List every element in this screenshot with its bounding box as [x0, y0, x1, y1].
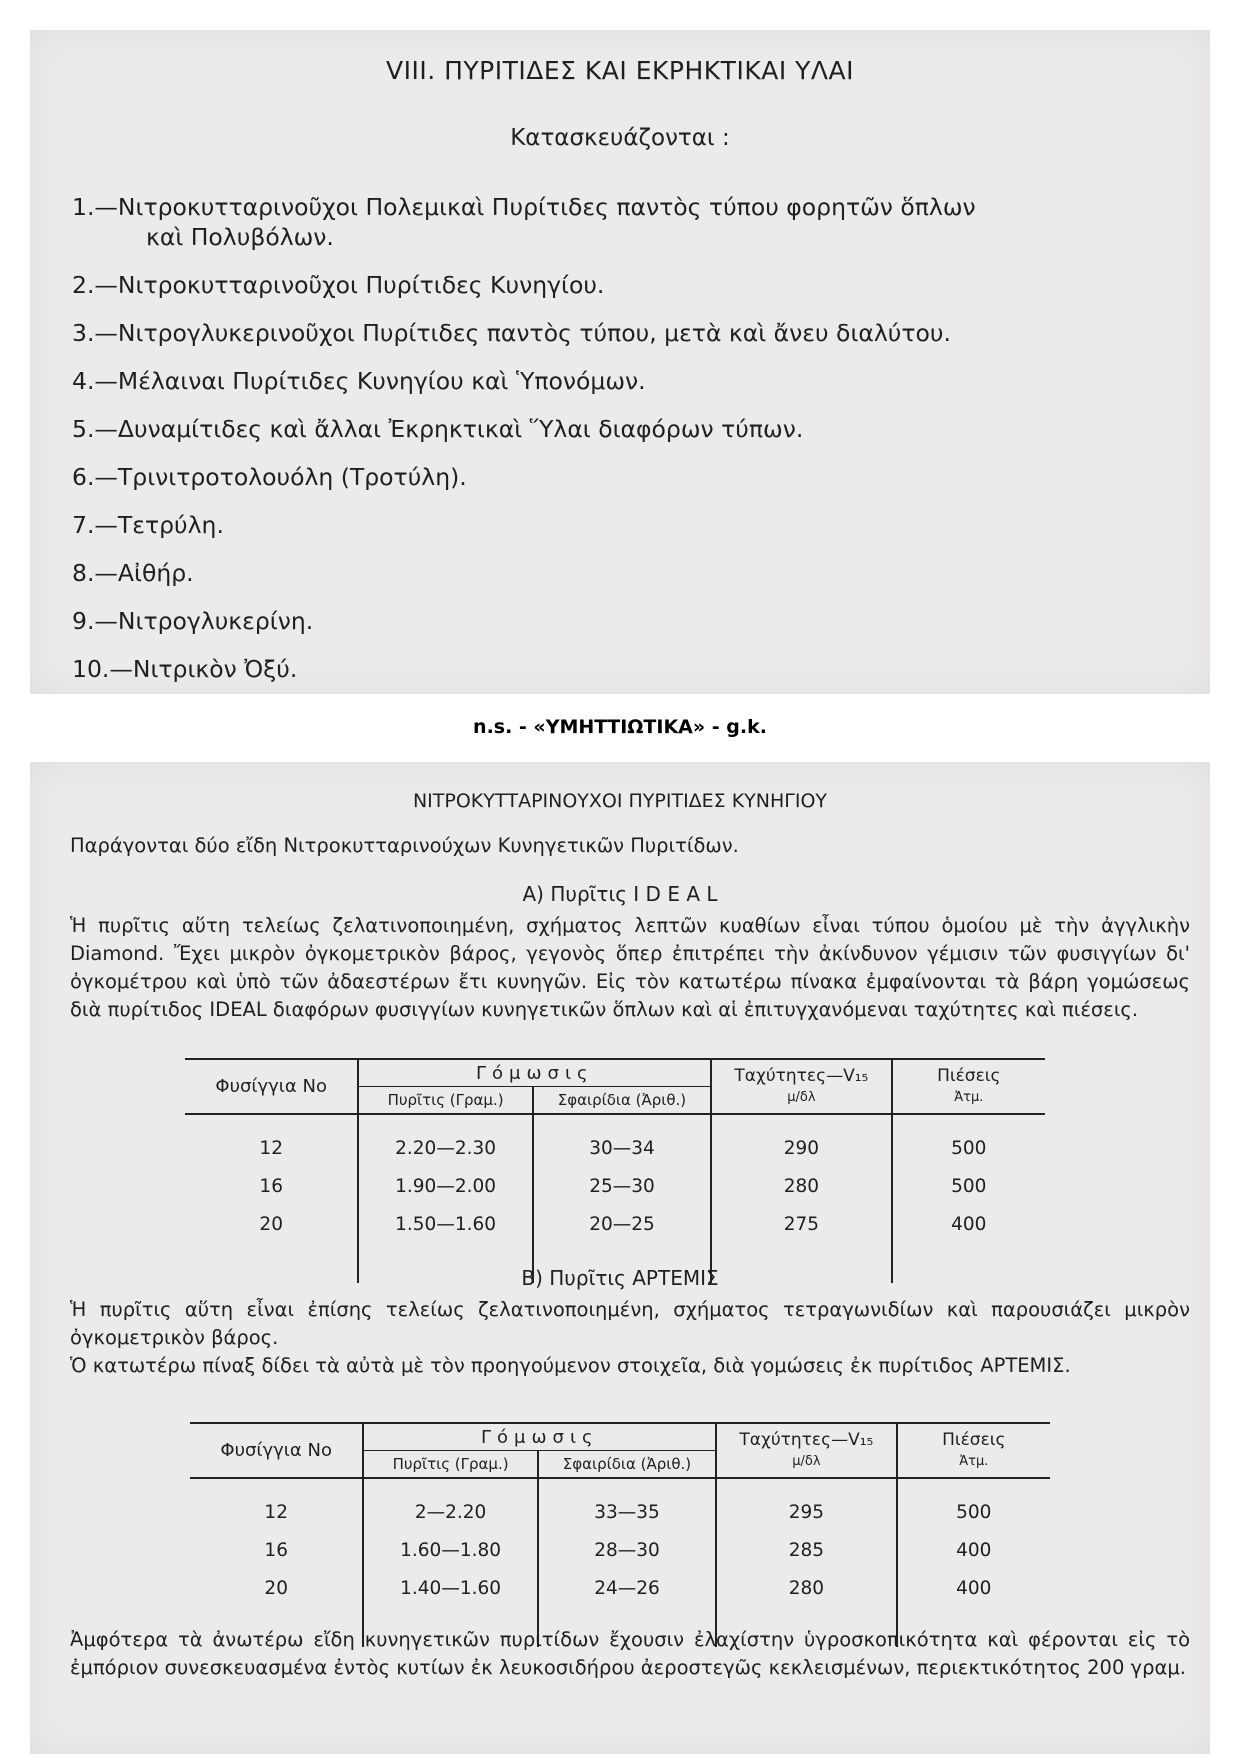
list-item: 8.—Αἰθήρ.	[72, 559, 194, 587]
section-b-title: Β) Πυρῖτις ΑΡΤΕΜΙΣ	[521, 1266, 719, 1290]
page-subtitle: Κατασκευάζονται :	[510, 125, 730, 151]
list-item: 1.—Νιτροκυτταρινοῦχοι Πολεμικαὶ Πυρίτιδες παντὸς τύπου φορητῶν ὅπλων	[72, 193, 976, 221]
artemis-table	[190, 1422, 1050, 1647]
table-row: 16 1.90—2.00 25—30 280 500	[185, 1167, 1045, 1205]
products-list	[72, 170, 1192, 684]
table-row: 16 1.60—1.80 28—30 285 400	[190, 1531, 1050, 1569]
list-item: 9.—Νιτρογλυκερίνη.	[72, 607, 314, 635]
col-header-charge: Γόμωσις	[358, 1059, 711, 1087]
section-a-paragraph: Ἡ πυρῖτις αὕτη τελείως ζελατινοποιημένη, σχήματος λεπτῶν κυαθίων εἶναι τύπου ὁμοίου μὲ τὴν ἀγγλικὴν Diamond. Ἔχει μικρὸν ὀγκομετρικὸν βάρος, γεγονὸς ὅπερ ἐπιτρέπει τὴν ἀκίνδυνον γέμισιν τῶν φυσιγγίων δι' ὀγκομέτρου καὶ ὑπὸ τῶν ἀδαεστέρων ἔτι κυνηγῶν. Εἰς τὸν κατωτέρω πίνακα ἐμφαίνονται τὰ βάρη γομώσεως διὰ πυρίτιδος IDEAL διαφόρων φυσιγγίων κυνηγετικῶν ὅπλων καὶ αἱ ἐπιτυγχανόμεναι ταχύτητες καὶ πιέσεις.	[70, 914, 1190, 1021]
col-header-velocity: Ταχύτητες—V₁₅ μ/δλ	[716, 1423, 896, 1478]
list-item: 5.—Δυναμίτιδες καὶ ἄλλαι Ἐκρηκτικαὶ Ὕλαι διαφόρων τύπων.	[72, 415, 804, 443]
section-b-paragraph-2: Ὁ κατωτέρω πίναξ δίδει τὰ αὐτὰ μὲ τὸν προηγούμενον στοιχεῖα, διὰ γομώσεις ἐκ πυρίτιδος ΑΡΤΕΜΙΣ.	[70, 1354, 1071, 1377]
col-header-pressure: Πιέσεις Ἀτμ.	[892, 1059, 1045, 1114]
intro-paragraph: Παράγονται δύο εἴδη Νιτροκυτταρινούχων Κυνηγετικῶν Πυριτίδων.	[70, 834, 739, 857]
list-item: 2.—Νιτροκυτταρινοῦχοι Πυρίτιδες Κυνηγίου.	[72, 271, 605, 299]
table-row: 20 1.40—1.60 24—26 280 400	[190, 1569, 1050, 1607]
list-item: καὶ Πολυβόλων.	[146, 223, 334, 251]
col-header-shell: Φυσίγγια Νο	[190, 1423, 363, 1478]
section-heading: ΝΙΤΡΟΚΥΤΤΑΡΙΝΟΥΧΟΙ ΠΥΡΙΤΙΔΕΣ ΚΥΝΗΓΙΟΥ	[412, 790, 828, 812]
bottom-page-scan	[30, 762, 1210, 1754]
list-item: 3.—Νιτρογλυκερινοῦχοι Πυρίτιδες παντὸς τύπου, μετὰ καὶ ἄνευ διαλύτου.	[72, 319, 951, 347]
table-row: 12 2.20—2.30 30—34 290 500	[185, 1129, 1045, 1167]
section-a-title: Α) Πυρῖτις Ι D E A L	[522, 882, 718, 906]
section-b-paragraph: Ἡ πυρῖτις αὕτη εἶναι ἐπίσης τελείως ζελατινοποιημένη, σχήματος τετραγωνιδίων καὶ παρουσιάζει μικρὸν ὀγκομετρικὸν βάρος.	[70, 1298, 1190, 1349]
list-item: 4.—Μέλαιναι Πυρίτιδες Κυνηγίου καὶ Ὑπονόμων.	[72, 367, 646, 395]
list-item: 7.—Τετρύλη.	[72, 511, 224, 539]
page-title: VIII. ΠΥΡΙΤΙΔΕΣ ΚΑΙ ΕΚΡΗΚΤΙΚΑΙ ΥΛΑΙ	[385, 56, 854, 85]
list-item: 6.—Τρινιτροτολουόλη (Τροτύλη).	[72, 463, 467, 491]
col-header-charge: Γόμωσις	[363, 1423, 716, 1451]
col-header-shot: Σφαιρίδια (Ἀριθ.)	[538, 1451, 716, 1479]
source-caption: n.s. - «ΥΜΗΤΤΙΩΤΙΚΑ» - g.k.	[473, 716, 767, 738]
col-header-powder: Πυρῖτις (Γραμ.)	[358, 1087, 532, 1115]
col-header-velocity: Ταχύτητες—V₁₅ μ/δλ	[711, 1059, 891, 1114]
ideal-table	[185, 1058, 1045, 1283]
top-page-scan	[30, 30, 1210, 694]
col-header-shot: Σφαιρίδια (Ἀριθ.)	[533, 1087, 711, 1115]
list-item: 10.—Νιτρικὸν Ὀξύ.	[72, 655, 298, 683]
col-header-pressure: Πιέσεις Ἀτμ.	[897, 1423, 1050, 1478]
closing-paragraph: Ἀμφότερα τὰ ἀνωτέρω εἴδη κυνηγετικῶν πυριτίδων ἔχουσιν ἐλαχίστην ὑγροσκοπικότητα καὶ φέρονται εἰς τὸ ἐμπόριον συνεσκευασμένα ἐντὸς κυτίων ἐκ λευκοσιδήρου ἀεροστεγῶς κεκλεισμένων, περιεκτικότητος 200 γραμ.	[70, 1628, 1190, 1679]
table-row: 12 2—2.20 33—35 295 500	[190, 1493, 1050, 1531]
col-header-shell: Φυσίγγια Νο	[185, 1059, 358, 1114]
col-header-powder: Πυρῖτις (Γραμ.)	[363, 1451, 537, 1479]
table-row: 20 1.50—1.60 20—25 275 400	[185, 1205, 1045, 1243]
